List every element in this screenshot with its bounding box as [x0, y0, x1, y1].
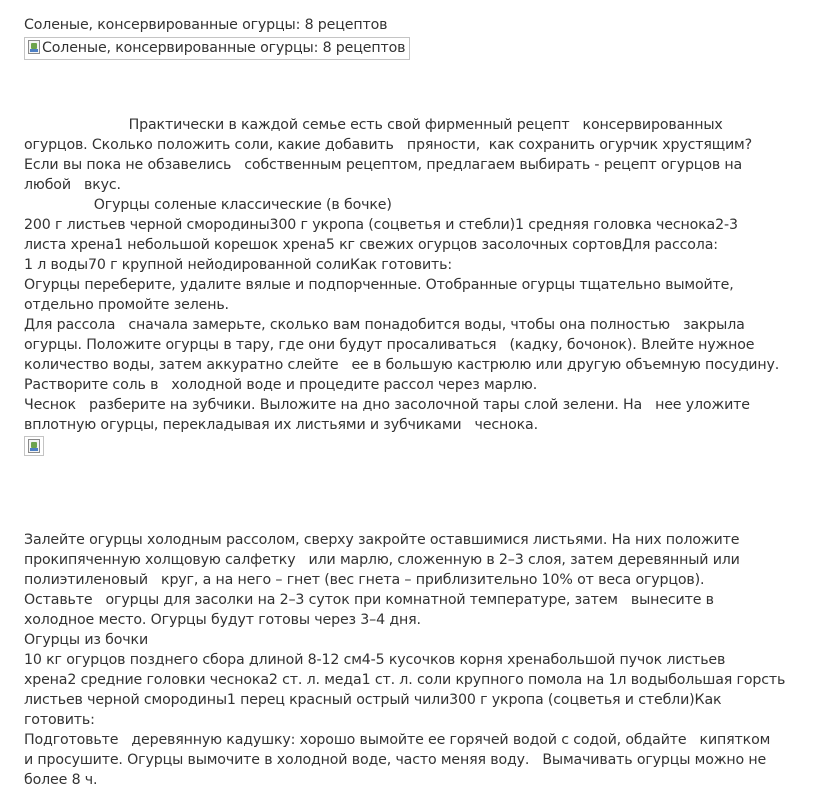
recipe-section-classic — [24, 195, 779, 435]
text-line: Если вы пока не обзавелись собственным рецептом, предлагаем выбирать - рецепт огурцов на — [24, 157, 743, 173]
section-heading: Огурцы соленые классические (в бочке) — [24, 197, 392, 213]
text-line: Огурцы переберите, удалите вялые и подпорченные. Отобранные огурцы тщательно вымойте, — [24, 277, 734, 293]
text-line: Практически в каждой семье есть свой фирменный рецепт консервированных — [24, 117, 723, 133]
text-line: листа хрена1 небольшой корешок хрена5 кг свежих огурцов засолочных сортовДля рассола: — [24, 237, 718, 253]
intro-paragraph — [24, 115, 752, 195]
section-heading: Огурцы из бочки — [24, 632, 149, 648]
text-line: хрена2 средние головки чеснока2 ст. л. меда1 ст. л. соли крупного помола на 1л водыбольшая горсть — [24, 672, 786, 688]
text-line: Чеснок разберите на зубчики. Выложите на дно засолочной тары слой зелени. На нее уложите — [24, 397, 750, 413]
text-line: 1 л воды70 г крупной нейодированной солиКак готовить: — [24, 257, 452, 273]
broken-image-icon — [28, 40, 40, 54]
text-line: Оставьте огурцы для засолки на 2–3 суток при комнатной температуре, затем вынесите в — [24, 592, 714, 608]
header-image — [24, 37, 410, 60]
text-line: 10 кг огурцов позднего сбора длиной 8-12 см4-5 кусочков корня хренабольшой пучок листьев — [24, 652, 726, 668]
inline-image — [24, 436, 44, 456]
text-line: Подготовьте деревянную кадушку: хорошо вымойте ее горячей водой с содой, обдайте кипятком — [24, 732, 771, 748]
text-line: прокипяченную холщовую салфетку или марлю, сложенную в 2–3 слоя, затем деревянный или — [24, 552, 740, 568]
text-line: 200 г листьев черной смородины300 г укропа (соцветья и стебли)1 средняя головка чеснока2-3 — [24, 217, 738, 233]
page-title: Соленые, консервированные огурцы: 8 рецептов — [24, 17, 388, 33]
text-line: любой вкус. — [24, 177, 121, 193]
broken-image-icon — [28, 439, 40, 453]
text-line: и просушите. Огурцы вымочите в холодной воде, часто меняя воду. Вымачивать огурцы можно не — [24, 752, 767, 768]
text-line: количество воды, затем аккуратно слейте ее в большую кастрюлю или другую объемную посудину. — [24, 357, 780, 373]
text-line: холодное место. Огурцы будут готовы через 3–4 дня. — [24, 612, 421, 628]
text-line: более 8 ч. — [24, 772, 98, 788]
recipe-section-continued — [24, 530, 785, 790]
text-line: готовить: — [24, 712, 95, 728]
text-line: Залейте огурцы холодным рассолом, сверху закройте оставшимися листьями. На них положите — [24, 532, 740, 548]
text-line: Растворите соль в холодной воде и процедите рассол через марлю. — [24, 377, 538, 393]
text-line: отдельно промойте зелень. — [24, 297, 229, 313]
text-line: вплотную огурцы, перекладывая их листьями и зубчиками чеснока. — [24, 417, 538, 433]
text-line: Для рассола сначала замерьте, сколько вам понадобится воды, чтобы она полностью закрыла — [24, 317, 745, 333]
text-line: огурцы. Положите огурцы в тару, где они будут просаливаться (кадку, бочонок). Влейте нужное — [24, 337, 755, 353]
text-line: полиэтиленовый круг, а на него – гнет (вес гнета – приблизительно 10% от веса огурцов). — [24, 572, 705, 588]
text-line: листьев черной смородины1 перец красный острый чили300 г укропа (соцветья и стебли)Как — [24, 692, 722, 708]
text-line: огурцов. Сколько положить соли, какие добавить пряности, как сохранить огурчик хрустящим? — [24, 137, 752, 153]
header-image-alt: Соленые, консервированные огурцы: 8 рецептов — [42, 40, 406, 56]
